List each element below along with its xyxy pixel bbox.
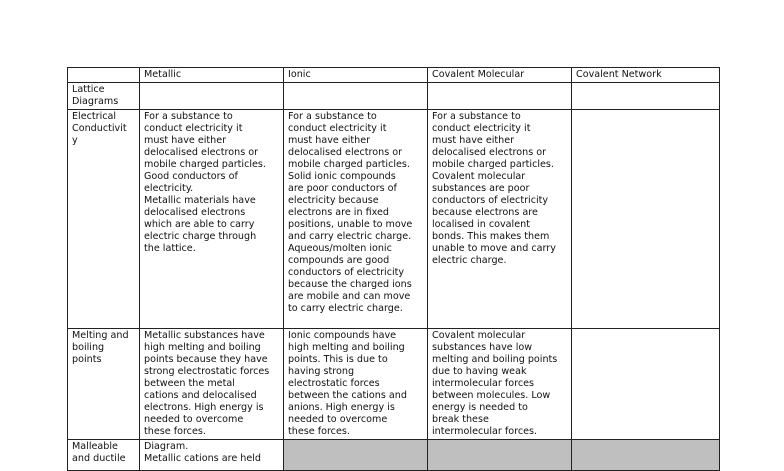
table-row (68, 110, 720, 329)
table-row (68, 83, 720, 110)
table-cell-shaded (428, 440, 572, 471)
row-label-malleable-ductile: Malleable and ductile (68, 440, 140, 471)
row-label-melting-boiling-points: Melting and boiling points (68, 329, 140, 440)
table-header-row (68, 68, 720, 83)
header-cell-metallic: Metallic (140, 68, 284, 83)
header-cell-covalent-network: Covalent Network (572, 68, 720, 83)
header-cell-empty (68, 68, 140, 83)
properties-table (67, 67, 720, 471)
table-cell: For a substance to conduct electricity it must have either delocalised electrons or mobile charged particles. Good conductors of electricity. Metallic materials have delocalised electrons which are able to carry electric charge through the lattice. (140, 110, 284, 329)
table-cell: For a substance to conduct electricity it must have either delocalised electrons or mobile charged particles. Solid ionic compounds are poor conductors of electricity because electrons are in fixed positions, unable to move and carry electric charge. Aqueous/molten ionic compounds are good conductors of electricity because the charged ions are mobile and can move to carry electric charge. (284, 110, 428, 329)
header-cell-ionic: Ionic (284, 68, 428, 83)
table-row (68, 440, 720, 471)
table-cell (140, 83, 284, 110)
table-cell (428, 83, 572, 110)
table-cell (572, 83, 720, 110)
row-label-electrical-conductivity: Electrical Conductivit y (68, 110, 140, 329)
table-cell-shaded (284, 440, 428, 471)
table-cell: Covalent molecular substances have low melting and boiling points due to having weak intermolecular forces between molecules. Low energy is needed to break these intermolecular forces. (428, 329, 572, 440)
table-row (68, 329, 720, 440)
table-cell: For a substance to conduct electricity it must have either delocalised electrons or mobile charged particles. Covalent molecular substances are poor conductors of electricity because electrons are localised in covalent bonds. This makes them unable to move and carry electric charge. (428, 110, 572, 329)
table-cell (284, 83, 428, 110)
row-label-lattice-diagrams: Lattice Diagrams (68, 83, 140, 110)
table-cell (572, 329, 720, 440)
table-cell: Diagram. Metallic cations are held (140, 440, 284, 471)
table-cell: Ionic compounds have high melting and boiling points. This is due to having strong electrostatic forces between the cations and anions. High energy is needed to overcome these forces. (284, 329, 428, 440)
table-cell (572, 110, 720, 329)
table-cell: Metallic substances have high melting and boiling points because they have strong electrostatic forces between the metal cations and delocalised electrons. High energy is needed to overcome these forces. (140, 329, 284, 440)
table-cell-shaded (572, 440, 720, 471)
header-cell-covalent-molecular: Covalent Molecular (428, 68, 572, 83)
